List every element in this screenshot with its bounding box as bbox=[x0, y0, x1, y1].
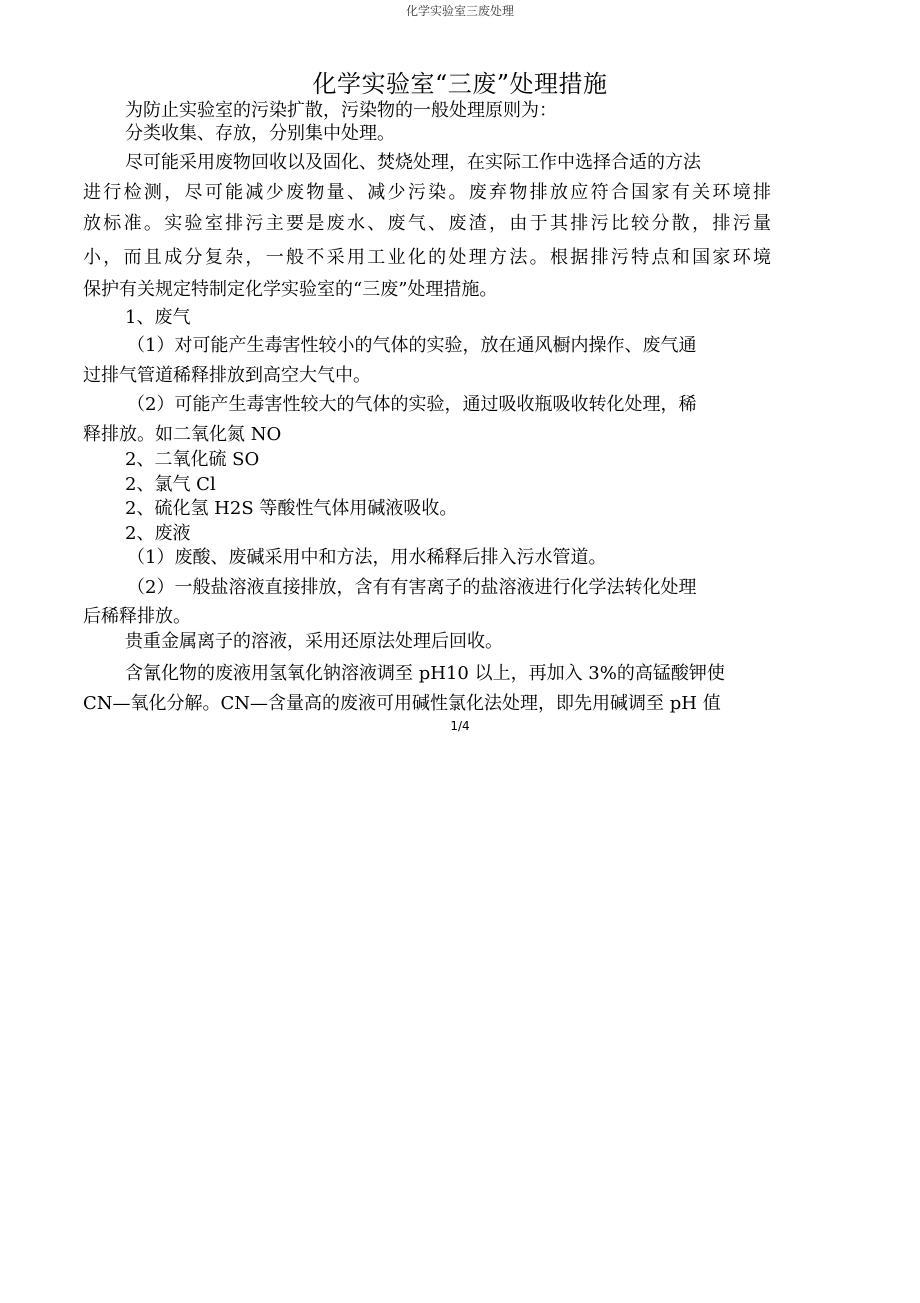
paragraph-line: 含氰化物的废液用氢氧化钠溶液调至 pH10 以上，再加入 3%的高锰酸钾使 bbox=[125, 663, 725, 684]
paragraph-line: 小，而且成分复杂，一般不采用工业化的处理方法。根据排污特点和国家环境 bbox=[83, 247, 771, 268]
paragraph-line: （1）废酸、废碱采用中和方法，用水稀释后排入污水管道。 bbox=[127, 547, 607, 568]
paragraph-line: （2）一般盐溶液直接排放，含有有害离子的盐溶液进行化学法转化处理 bbox=[127, 577, 697, 598]
paragraph-line: （1）对可能产生毒害性较小的气体的实验，放在通风橱内操作、废气通 bbox=[127, 335, 697, 356]
paragraph-line: （2）可能产生毒害性较大的气体的实验，通过吸收瓶吸收转化处理，稀 bbox=[127, 394, 697, 415]
paragraph-line: 分类收集、存放，分别集中处理。 bbox=[125, 123, 395, 144]
paragraph-line: 2、氯气 Cl bbox=[125, 474, 216, 495]
paragraph-line: 进行检测，尽可能减少废物量、减少污染。废弃物排放应符合国家有关环境排 bbox=[83, 182, 771, 203]
page-number: 1/4 bbox=[450, 719, 470, 733]
paragraph-line: 过排气管道稀释排放到高空大气中。 bbox=[83, 365, 371, 386]
paragraph-line: 2、硫化氢 H2S 等酸性气体用碱液吸收。 bbox=[125, 498, 458, 519]
paragraph-line: 贵重金属离子的溶液，采用还原法处理后回收。 bbox=[125, 631, 503, 652]
paragraph-line: 2、二氧化硫 SO bbox=[125, 449, 260, 470]
paragraph-line: 释排放。如二氧化氮 NO bbox=[83, 424, 282, 445]
paragraph-line: 保护有关规定特制定化学实验室的“三废”处理措施。 bbox=[83, 279, 498, 300]
paragraph-line: 为防止实验室的污染扩散，污染物的一般处理原则为： bbox=[125, 100, 557, 121]
running-header: 化学实验室三废处理 bbox=[405, 4, 514, 18]
section-heading: 2、废液 bbox=[125, 523, 191, 544]
section-heading: 1、废气 bbox=[125, 307, 191, 328]
document-title: 化学实验室“三废”处理措施 bbox=[312, 70, 608, 98]
paragraph-line: CN—氧化分解。CN—含量高的废液可用碱性氯化法处理，即先用碱调至 pH 值 bbox=[83, 693, 721, 714]
paragraph-line: 尽可能采用废物回收以及固化、焚烧处理，在实际工作中选择合适的方法 bbox=[125, 152, 701, 173]
paragraph-line: 放标准。实验室排污主要是废水、废气、废渣，由于其排污比较分散，排污量 bbox=[83, 213, 771, 234]
paragraph-line: 后稀释排放。 bbox=[83, 606, 191, 627]
